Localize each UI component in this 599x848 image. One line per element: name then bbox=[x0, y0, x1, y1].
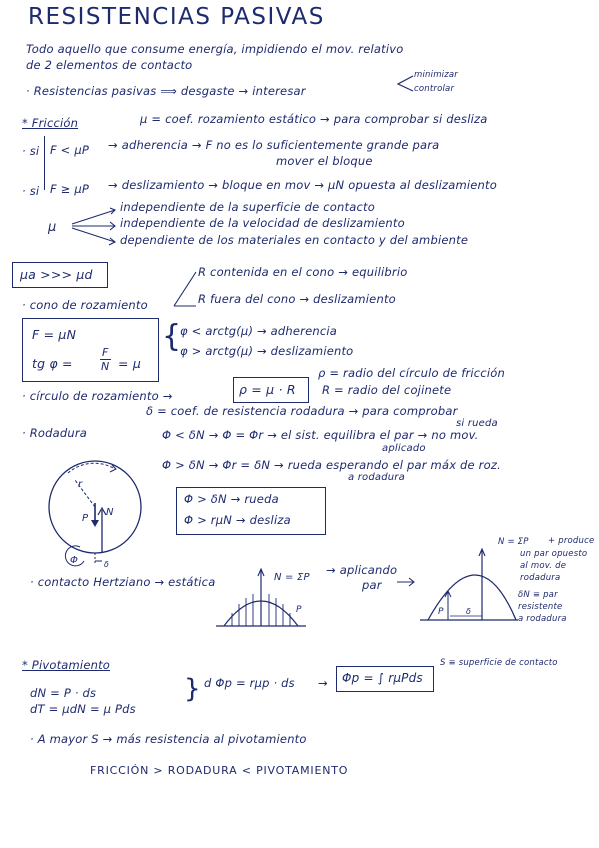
hertz-static-diagram bbox=[216, 566, 306, 632]
cono-r1: R contenida en el cono → equilibrio bbox=[198, 265, 408, 279]
pivot-dn: dN = P · ds bbox=[30, 686, 97, 700]
si-1-text: → adherencia → F no es lo suficientemente grande para bbox=[108, 138, 440, 152]
tg-numerator: F bbox=[102, 346, 109, 359]
pivot-heading: * Pivotamiento bbox=[22, 658, 111, 672]
hertz-rolling-diagram bbox=[420, 548, 520, 628]
wheel-n-label: N bbox=[106, 507, 114, 518]
hertz-note-4: rodadura bbox=[520, 573, 561, 583]
mu-prop-3: dependiente de los materiales en contacto y del ambiente bbox=[120, 233, 469, 247]
cono-c1: φ < arctg(μ) → adherencia bbox=[180, 324, 338, 338]
mu-definition: μ = coef. rozamiento estático → para comprobar si desliza bbox=[140, 112, 488, 126]
hertz-par: par bbox=[362, 578, 382, 592]
page-title: RESISTENCIAS PASIVAS bbox=[28, 4, 325, 30]
hertz-note2-2: resistente bbox=[518, 602, 563, 612]
hertz-eq1: N = ΣP bbox=[274, 572, 310, 583]
pivot-dt: dT = μdN = μ Pds bbox=[30, 702, 136, 716]
rodadura-l2: Φ > δN → Φr = δN → rueda esperando el par máx de roz. bbox=[162, 458, 501, 472]
hertz-rolling-delta: δ bbox=[466, 607, 471, 616]
si-label-2: · si bbox=[22, 184, 40, 198]
cono-c2: φ > arctg(μ) → deslizamiento bbox=[180, 344, 354, 358]
hertz-rolling-p: P bbox=[438, 607, 444, 617]
circulo-rho-def: ρ = radio del círculo de fricción bbox=[318, 366, 505, 380]
circulo-R-def: R = radio del cojinete bbox=[322, 383, 452, 397]
pivot-arrow: → bbox=[318, 676, 328, 690]
intro-minimizar: minimizar bbox=[414, 70, 458, 80]
hertz-aplicando: → aplicando bbox=[326, 563, 398, 577]
wheel-delta-label: δ bbox=[104, 560, 109, 569]
pivot-dphi: d Φp = rμp · ds bbox=[204, 676, 295, 690]
hertz-note2-3: a rodadura bbox=[518, 614, 567, 624]
hertz-note-2: un par opuesto bbox=[520, 549, 588, 559]
pivot-s-def: S ≡ superficie de contacto bbox=[440, 658, 558, 668]
hertz-label: · contacto Hertziano → estática bbox=[30, 575, 216, 589]
mu-compare: μa >>> μd bbox=[20, 267, 93, 282]
cono-r2: R fuera del cono → deslizamiento bbox=[198, 292, 396, 306]
rodadura-coef: δ = coef. de resistencia rodadura → para comprobar bbox=[146, 404, 458, 418]
pivot-mayor: · A mayor S → más resistencia al pivotamiento bbox=[30, 732, 307, 746]
rodadura-box-2: Φ > rμN → desliza bbox=[184, 513, 291, 527]
hertz-note2-1: δN ≡ par bbox=[518, 590, 558, 600]
rodadura-l1: Φ < δN → Φ = Φr → el sist. equilibra el par → no mov. bbox=[162, 428, 479, 442]
brace-left: { bbox=[162, 319, 182, 354]
wheel-phi-label: Φ bbox=[70, 555, 78, 566]
si-2-text: → deslizamiento → bloque en mov → μN opuesta al deslizamiento bbox=[108, 178, 497, 192]
cono-tg-b: = μ bbox=[118, 356, 141, 371]
mu-prop-2: independiente de la velocidad de deslizamiento bbox=[120, 216, 405, 230]
bracket-lt-icon bbox=[395, 74, 415, 94]
si-cond-1: F < μP bbox=[50, 143, 90, 157]
si-cond-2: F ≥ μP bbox=[50, 182, 90, 196]
hertz-arrow-icon bbox=[395, 575, 417, 589]
si-label-1: · si bbox=[22, 144, 40, 158]
cono-tg-frac bbox=[100, 346, 111, 373]
pivot-phi-box: Φp = ∫ rμPds bbox=[342, 671, 423, 685]
rodadura-coef-2: si rueda bbox=[456, 418, 498, 429]
tg-denominator: N bbox=[101, 360, 110, 373]
rodadura-box-1: Φ > δN → rueda bbox=[184, 492, 279, 506]
wheel-diagram bbox=[40, 455, 160, 570]
si-1-text-b: mover el bloque bbox=[276, 154, 373, 168]
pivot-brace: } bbox=[184, 674, 201, 704]
hertz-note-1: + produce bbox=[548, 536, 595, 546]
hertz-eq2: N = ΣP bbox=[498, 537, 529, 547]
rodadura-l1b: aplicado bbox=[382, 443, 426, 454]
hertz-note-3: al mov. de bbox=[520, 561, 567, 571]
wheel-r-label: r bbox=[78, 479, 83, 490]
rodadura-label: · Rodadura bbox=[22, 426, 88, 440]
mu-symbol: μ bbox=[48, 220, 57, 235]
branch-arrows-icon bbox=[70, 206, 120, 248]
hertz-static-p: P bbox=[296, 605, 302, 615]
cono-tg-a: tg φ = bbox=[32, 356, 73, 371]
pivot-final: FRICCIÓN > RODADURA < PIVOTAMIENTO bbox=[90, 764, 349, 777]
circulo-label: · círculo de rozamiento → bbox=[22, 389, 173, 403]
cono-label: · cono de rozamiento bbox=[22, 298, 148, 312]
cono-f-eq: F = μN bbox=[32, 327, 77, 342]
rodadura-l2b: a rodadura bbox=[348, 472, 405, 483]
cono-branch-icon bbox=[170, 268, 200, 310]
intro-line-2: de 2 elementos de contacto bbox=[26, 58, 193, 72]
intro-line-1: Todo aquello que consume energía, impidiendo el mov. relativo bbox=[26, 42, 404, 56]
mu-prop-1: independiente de la superficie de contacto bbox=[120, 200, 375, 214]
friccion-heading: * Fricción bbox=[22, 116, 79, 130]
intro-line-3: · Resistencias pasivas ⟹ desgaste → interesar bbox=[26, 84, 306, 98]
intro-controlar: controlar bbox=[414, 84, 455, 94]
wheel-p-label: P bbox=[82, 513, 89, 524]
circulo-eq: ρ = μ · R bbox=[239, 382, 296, 397]
